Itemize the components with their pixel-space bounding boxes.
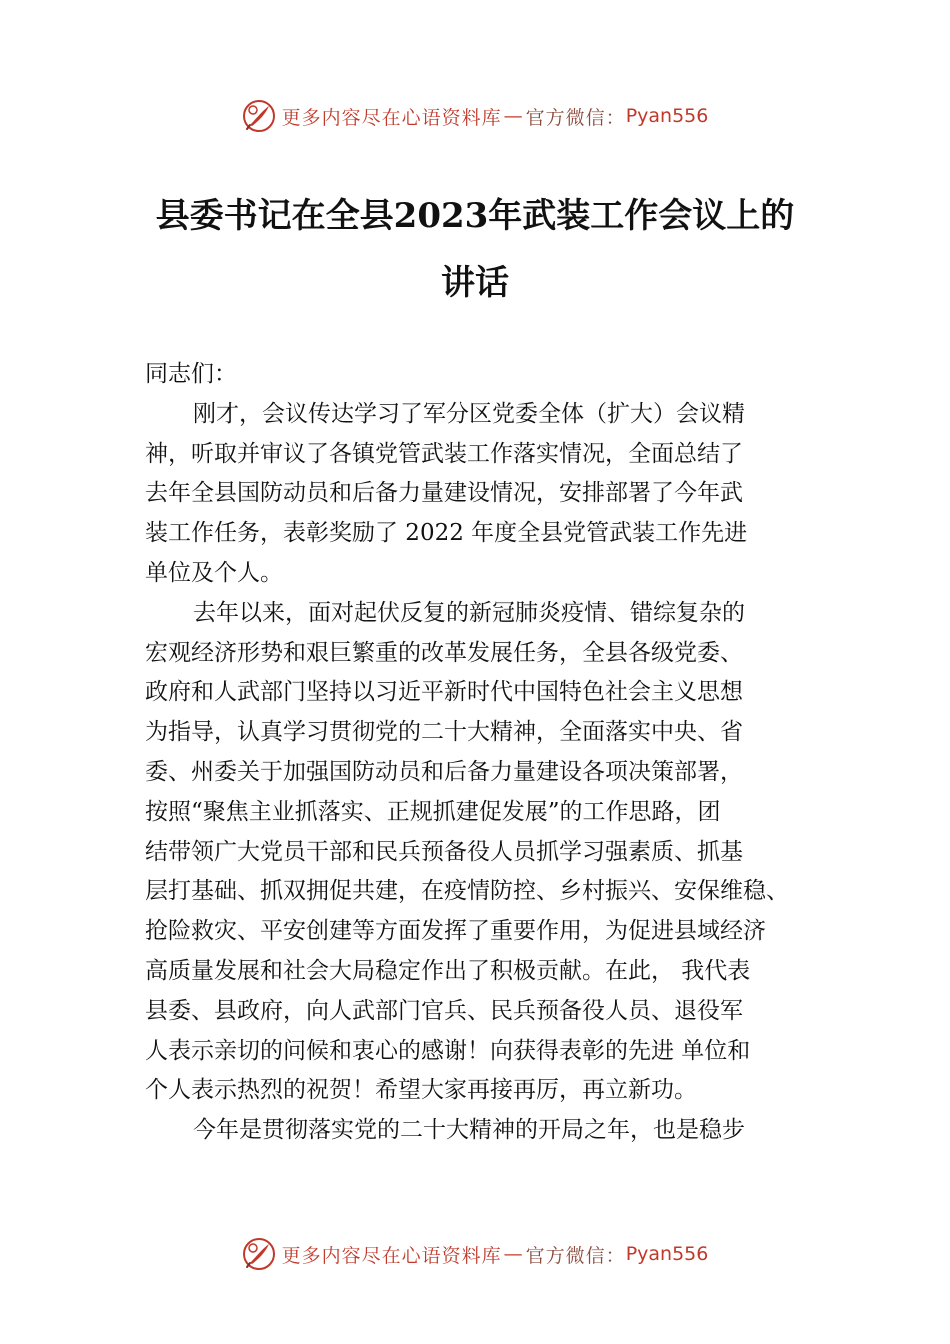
text-line: 按照“聚焦主业抓落实、正规抓建促发展”的工作思路，团 bbox=[145, 798, 721, 825]
footer-watermark bbox=[0, 1234, 950, 1274]
text-line: 政府和人武部门坚持以习近平新时代中国特色社会主义思想 bbox=[145, 679, 743, 706]
text-line: 装工作任务，表彰奖励了 2022 年度全县党管武装工作先进 bbox=[145, 520, 748, 547]
watermark-brand: 更多内容尽在心语资料库 bbox=[281, 1244, 502, 1267]
watermark-wechat-id: Pyan556 bbox=[625, 105, 709, 127]
header-watermark bbox=[0, 96, 950, 136]
quill-pen-logo-icon bbox=[242, 1237, 276, 1271]
document-title-line-1: 县委书记在全县2023年武装工作会议上的 bbox=[155, 196, 795, 236]
quill-pen-logo-icon bbox=[242, 99, 276, 133]
document-title-line-2: 讲话 bbox=[441, 263, 509, 303]
text-line: 委、州委关于加强国防动员和后备力量建设各项决策部署， bbox=[145, 758, 743, 785]
watermark-wechat-label: 官方微信： bbox=[525, 1244, 626, 1267]
text-line: 去年以来，面对起伏反复的新冠肺炎疫情、错综复杂的 bbox=[193, 599, 745, 626]
text-line: 去年全县国防动员和后备力量建设情况，安排部署了今年武 bbox=[145, 480, 743, 507]
text-line: 刚才，会议传达学习了军分区党委全体（扩大）会议精 bbox=[193, 400, 745, 427]
text-line: 今年是贯彻落实党的二十大精神的开局之年，也是稳步 bbox=[193, 1117, 745, 1144]
text-line: 宏观经济形势和艰巨繁重的改革发展任务，全县各级党委、 bbox=[145, 639, 743, 666]
watermark-separator: — bbox=[503, 1243, 524, 1265]
text-line: 同志们： bbox=[145, 361, 237, 387]
text-line: 个人表示热烈的祝贺！希望大家再接再厉，再立新功。 bbox=[145, 1077, 697, 1104]
text-line: 人表示亲切的问候和衷心的感谢！向获得表彰的先进 单位和 bbox=[145, 1037, 751, 1064]
text-line: 抢险救灾、平安创建等方面发挥了重要作用，为促进县域经济 bbox=[145, 918, 766, 945]
text-line: 高质量发展和社会大局稳定作出了积极贡献。在此， 我代表 bbox=[145, 957, 751, 984]
watermark-wechat-label: 官方微信： bbox=[525, 106, 626, 129]
watermark-separator: — bbox=[503, 105, 524, 127]
document-body bbox=[145, 355, 845, 1151]
watermark-wechat-id: Pyan556 bbox=[625, 1243, 709, 1265]
text-line: 为指导，认真学习贯彻党的二十大精神，全面落实中央、省 bbox=[145, 719, 743, 746]
text-line: 县委、县政府，向人武部门官兵、民兵预备役人员、退役军 bbox=[145, 997, 743, 1024]
text-line: 结带领广大党员干部和民兵预备役人员抓学习强素质、抓基 bbox=[145, 838, 743, 865]
text-line: 神，听取并审议了各镇党管武装工作落实情况，全面总结了 bbox=[145, 440, 743, 467]
text-line: 单位及个人。 bbox=[145, 559, 283, 586]
text-line: 层打基础、抓双拥促共建，在疫情防控、乡村振兴、安保维稳、 bbox=[145, 878, 789, 905]
watermark-brand: 更多内容尽在心语资料库 bbox=[281, 106, 502, 129]
